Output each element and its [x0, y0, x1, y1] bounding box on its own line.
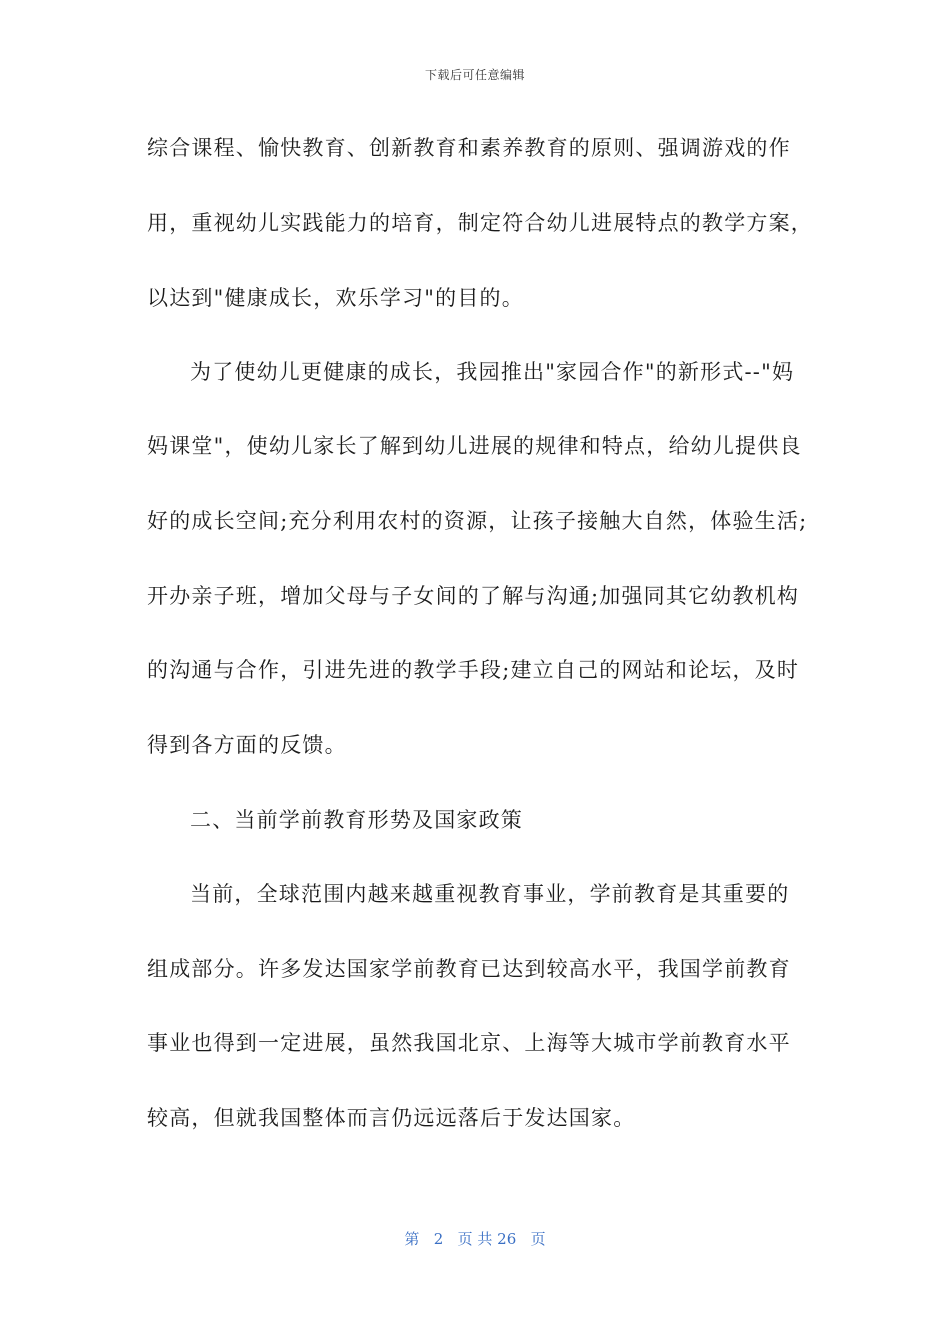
section-heading: 二、当前学前教育形势及国家政策	[190, 808, 523, 832]
text-line: 好的成长空间;充分利用农村的资源，让孩子接触大自然，体验生活;	[147, 509, 808, 533]
total-pages-number: 26	[497, 1230, 517, 1248]
page-suffix: 页	[530, 1230, 546, 1248]
text-line: 事业也得到一定进展，虽然我国北京、上海等大城市学前教育水平	[147, 1031, 791, 1055]
text-line: 得到各方面的反馈。	[147, 733, 347, 757]
page-prefix: 第	[404, 1230, 420, 1248]
current-page-number: 2	[433, 1230, 444, 1248]
text-line: 较高，但就我国整体而言仍远远落后于发达国家。	[147, 1106, 636, 1130]
text-line: 的沟通与合作，引进先进的教学手段;建立自己的网站和论坛，及时	[147, 658, 800, 682]
text-line: 综合课程、愉快教育、创新教育和素养教育的原则、强调游戏的作	[147, 136, 791, 160]
page-footer	[0, 1228, 950, 1249]
text-line: 以达到"健康成长，欢乐学习"的目的。	[147, 286, 524, 310]
download-note: 下载后可任意编辑	[424, 68, 525, 82]
text-line: 用，重视幼儿实践能力的培育，制定符合幼儿进展特点的教学方案，	[147, 211, 813, 235]
text-line: 组成部分。许多发达国家学前教育已达到较高水平，我国学前教育	[147, 957, 791, 981]
text-line: 开办亲子班，增加父母与子女间的了解与沟通;加强同其它幼教机构	[147, 584, 800, 608]
text-line: 妈课堂"，使幼儿家长了解到幼儿进展的规律和特点，给幼儿提供良	[147, 434, 802, 458]
text-line: 为了使幼儿更健康的成长，我园推出"家园合作"的新形式--"妈	[190, 360, 795, 384]
text-line: 当前，全球范围内越来越重视教育事业，学前教育是其重要的	[190, 882, 790, 906]
page-middle: 页 共	[457, 1230, 493, 1248]
